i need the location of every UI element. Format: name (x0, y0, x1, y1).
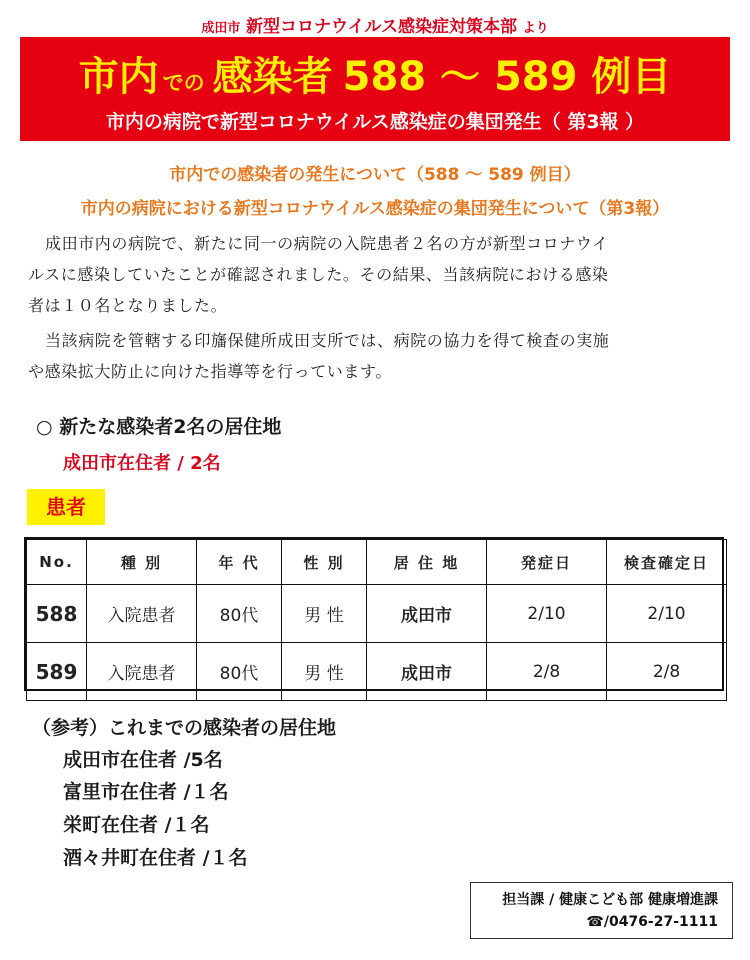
cell-no: 588 (27, 585, 87, 643)
paragraph-2-line-2: や感染拡大防止に向けた指導等を行っています。 (28, 362, 392, 381)
banner-title-part4: 588 ～ 589 例目 (342, 54, 672, 100)
cell-no: 589 (27, 643, 87, 701)
title-banner (20, 37, 730, 141)
reference-item: 成田市在住者 /5名 (63, 749, 223, 771)
cell-residence: 成田市 (367, 643, 487, 701)
contact-box (470, 882, 733, 939)
cell-type: 入院患者 (87, 643, 197, 701)
table-row (27, 585, 727, 643)
reference-heading: （参考）これまでの感染者の居住地 (32, 717, 337, 739)
cell-confirmed: 2/10 (607, 585, 727, 643)
cell-confirmed: 2/8 (607, 643, 727, 701)
cell-onset: 2/8 (487, 643, 607, 701)
cell-age: 80代 (197, 643, 282, 701)
reference-item: 富里市在住者 /１名 (63, 781, 229, 803)
issuer-suffix: より (522, 21, 549, 36)
paragraph-1 (28, 228, 728, 321)
column-header-confirmed: 検査確定日 (607, 540, 727, 585)
banner-title-part1: 市内 (78, 54, 159, 100)
banner-title-part2: での (162, 71, 205, 95)
cell-residence: 成田市 (367, 585, 487, 643)
banner-subtitle: 市内の病院で新型コロナウイルス感染症の集団発生（ 第3報 ） (105, 111, 645, 133)
cell-type: 入院患者 (87, 585, 197, 643)
table-row (27, 643, 727, 701)
residence-heading: ○ 新たな感染者2名の居住地 (36, 416, 282, 438)
issuer-org: 新型コロナウイルス感染症対策本部 (246, 17, 517, 37)
banner-title-part3: 感染者 (212, 54, 333, 100)
column-header-onset: 発症日 (487, 540, 607, 585)
cell-sex: 男 性 (282, 643, 367, 701)
column-header-no: No. (27, 540, 87, 585)
paragraph-2 (28, 325, 728, 387)
column-header-age: 年 代 (197, 540, 282, 585)
reference-item: 栄町在住者 /１名 (63, 814, 210, 836)
reference-item: 酒々井町在住者 /１名 (63, 847, 248, 869)
cell-sex: 男 性 (282, 585, 367, 643)
heading-line-1: 市内での感染者の発生について（588 ～ 589 例目） (169, 165, 581, 185)
cell-onset: 2/10 (487, 585, 607, 643)
contact-phone: ☎/0476-27-1111 (586, 914, 718, 930)
paragraph-1-line-3: 者は１０名となりました。 (28, 296, 228, 315)
column-header-residence: 居 住 地 (367, 540, 487, 585)
cell-age: 80代 (197, 585, 282, 643)
issuer-line (0, 12, 750, 37)
paragraph-1-line-2: ルスに感染していたことが確認されました。その結果、当該病院における感染 (28, 265, 609, 284)
table-header-row (27, 540, 727, 585)
column-header-type: 種 別 (87, 540, 197, 585)
paragraph-2-line-1: 当該病院を管轄する印旛保健所成田支所では、病院の協力を得て検査の実施 (45, 331, 610, 350)
issuer-prefix: 成田市 (201, 21, 241, 36)
patients-table (24, 537, 724, 691)
banner-title (20, 45, 730, 102)
column-header-sex: 性 別 (282, 540, 367, 585)
contact-department: 担当課 / 健康こども部 健康増進課 (502, 892, 718, 908)
heading-line-2: 市内の病院における新型コロナウイルス感染症の集団発生について（第3報） (80, 199, 670, 219)
paragraph-1-line-1: 成田市内の病院で、新たに同一の病院の入院患者２名の方が新型コロナウイ (45, 234, 609, 253)
patients-tag: 患者 (27, 489, 105, 525)
residence-value: 成田市在住者 / 2名 (63, 453, 221, 474)
